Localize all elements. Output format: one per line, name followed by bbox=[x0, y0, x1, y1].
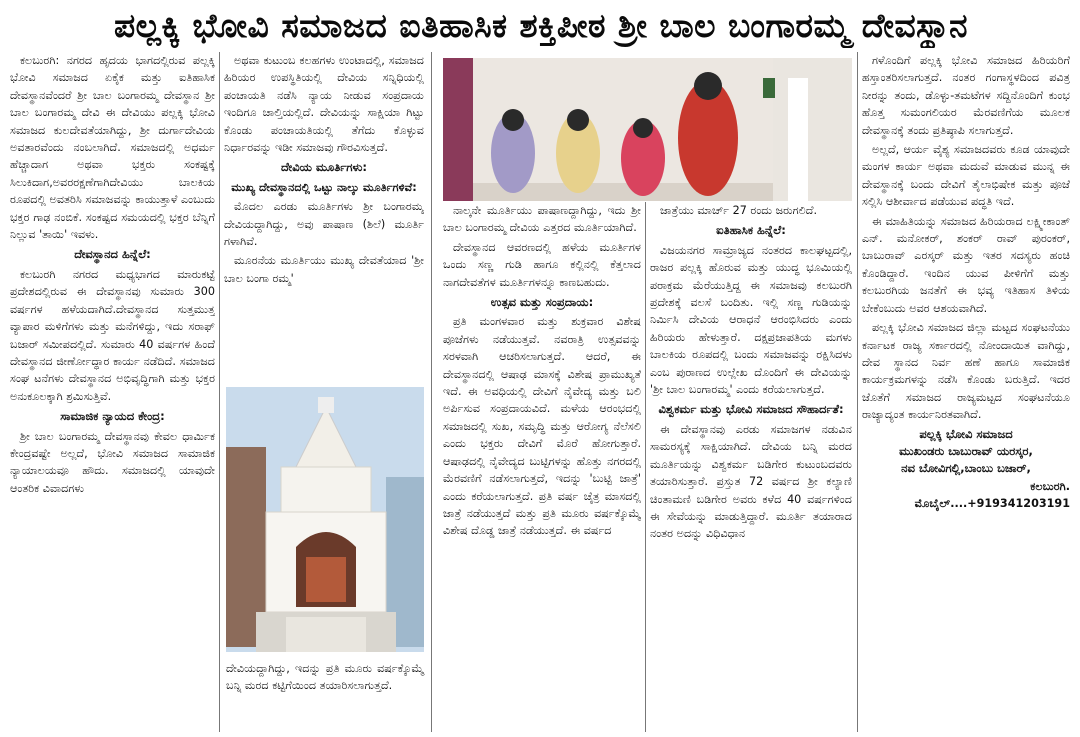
paragraph: ಈ ಮಾಹಿತಿಯನ್ನು ಸಮಾಜದ ಹಿರಿಯರಾದ ಲಕ್ಷ್ಮೀಕಾಂತ್ ಎನ್. ಮನೋಕರ್, ಶಂಕರ್ ರಾವ್ ಪುರಂಕರ್, ಬಾಬುರಾವ್ ಎರಸ್ಕರ್ ಮತ್ತು ಇತರ ಸದಸ್ಯರು ಹಂಚಿ ಕೊಂಡಿದ್ದಾರೆ. ಇಂದಿನ ಯುವ ಪೀಳಿಗೆಗೆ ಮತ್ತು ಕಲಬುರಗಿಯ ಜನತೆಗೆ ಈ ಭವ್ಯ ಇತಿಹಾಸ ತಿಳಿಯ ಬೇಕೆಂಬುದು ಅವರ ಆಶಯವಾಗಿದೆ. bbox=[862, 214, 1070, 315]
article-column-1 bbox=[10, 52, 215, 732]
section-heading: ಉತ್ಸವ ಮತ್ತು ಸಂಪ್ರದಾಯ: bbox=[490, 295, 594, 310]
paragraph: ಶ್ರೀ ಬಾಲ ಬಂಗಾರಮ್ಮ ದೇವಸ್ಥಾನವು ಕೇವಲ ಧಾರ್ಮಿಕ ಕೇಂದ್ರವಷ್ಟೇ ಅಲ್ಲದೆ, ಭೋವಿ ಸಮಾಜದ ಸಾಮಾಜಿಕ ನ್ಯಾಯಾಲಯವೂ ಹೌದು. ಸಮಾಜದಲ್ಲಿ ಯಾವುದೇ ಆಂತರಿಕ ವಿವಾದಗಳು bbox=[10, 429, 215, 495]
temple-illustration bbox=[226, 387, 424, 652]
paragraph: ದೇವಸ್ಥಾನದ ಆವರಣದಲ್ಲಿ ಹಳೆಯ ಮೂರ್ತಿಗಳ ಒಂದು ಸಣ್ಣ ಗುಡಿ ಹಾಗೂ ಕಲ್ಲಿನಲ್ಲಿ ಕೆತ್ತಲಾದ ನಾಗದೇವತೆಗಳ ಮೂರ್ತಿಗಳನ್ನೂ ಕಾಣಬಹುದು. bbox=[443, 240, 641, 289]
article-column-5 bbox=[862, 52, 1070, 732]
column-divider bbox=[431, 52, 432, 732]
paragraph: ಅಲ್ಲದೆ, ಆರ್ಯ ವೈಶ್ಯ ಸಮಾಜದವರು ಕೂಡ ಯಾವುದೇ ಮಂಗಳ ಕಾರ್ಯ ಅಥವಾ ಮದುವೆ ಮಾಡುವ ಮುನ್ನ ಈ ದೇವಸ್ಥಾನಕ್ಕೆ ಬಂದು ದೇವಿಗೆ ತೈಲಾಭಿಷೇಕ ಮತ್ತು ಪೂಜೆ ಸಲ್ಲಿಸಿ ಆಶೀರ್ವಾದ ಪಡೆಯುವ ಪದ್ಧತಿ ಇದೆ. bbox=[862, 143, 1070, 209]
paragraph: ಈ ದೇವಸ್ಥಾನವು ಎರಡು ಸಮಾಜಗಳ ನಡುವಿನ ಸಾಮರಸ್ಯಕ್ಕೆ ಸಾಕ್ಷಿಯಾಗಿದೆ. ದೇವಿಯ ಬನ್ನಿ ಮರದ ಮೂರ್ತಿಯನ್ನು ವಿಶ್ವಕರ್ಮ ಬಡಿಗೇರ ಕುಟುಂಬದವರು ತಯಾರಿಸುತ್ತಾರೆ. ಪ್ರಸ್ತುತ 72 ವರ್ಷದ ಶ್ರೀ ಕಲ್ಯಾಣಿ ಚಿಂತಾಮಣಿ ಬಡಿಗೇರ ಅವರು ಕಳೆದ 40 ವರ್ಷಗಳಿಂದ ಈ ಸೇವೆಯನ್ನು ಮಾಡುತ್ತಿದ್ದಾರೆ. ಮೂರ್ತಿ ತಯಾರಾದ ನಂತರ ಅದನ್ನು ವಿಧಿವಿಧಾನ bbox=[650, 422, 852, 541]
section-heading: ದೇವಿಯ ಮೂರ್ತಿಗಳು: bbox=[281, 160, 367, 175]
paragraph: ಜಾತ್ರೆಯು ಮಾರ್ಚ್ 27 ರಂದು ಜರುಗಲಿದೆ. bbox=[660, 204, 818, 217]
paragraph: ಪಲ್ಲಕ್ಕಿ ಭೋವಿ ಸಮಾಜದ ಜಿಲ್ಲಾ ಮಟ್ಟದ ಸಂಘಟನೆಯು ಕರ್ನಾಟಕ ರಾಜ್ಯ ಸರ್ಕಾರದಲ್ಲಿ ನೋಂದಾಯಿತ ವಾಗಿದ್ದು, ದೇವ ಸ್ಥಾನದ ನಿರ್ವ ಹಣೆ ಹಾಗೂ ಸಾಮಾಜಿಕ ಕಾರ್ಯಕ್ರಮಗಳನ್ನು ನಡೆಸಿ ಕೊಂಡು ಬರುತ್ತಿದೆ. ಇದರ ಜೊತೆಗೆ ಸಮಾಜದ ರಾಜ್ಯಮಟ್ಟದ ಸಂಘಟನೆಯೂ ರಾಜ್ಯಾದ್ಯಂತ ಕಾರ್ಯನಿರತವಾಗಿದೆ. bbox=[862, 321, 1070, 422]
page-title: ಪಲ್ಲಕ್ಕಿ ಭೋವಿ ಸಮಾಜದ ಐತಿಹಾಸಿಕ ಶಕ್ತಿಪೀಠ ಶ್ರೀ ಬಾಲ ಬಂಗಾರಮ್ಮ ದೇವಸ್ಥಾನ bbox=[114, 6, 968, 45]
paragraph: ನಾಲ್ಕನೇ ಮೂರ್ತಿಯು ಪಾಷಾಣದ್ದಾಗಿದ್ದು, ಇದು ಶ್ರೀ ಬಾಲ ಬಂಗಾರಮ್ಮ ದೇವಿಯ ಎತ್ತರದ ಮೂರ್ತಿಯಾಗಿದೆ. bbox=[443, 204, 641, 235]
author-signature: ಮುಖಂಡರು ಬಾಬುರಾವ್ ಯರಸ್ಕರ, bbox=[899, 443, 1033, 458]
section-heading: ಐತಿಹಾಸಿಕ ಹಿನ್ನೆಲೆ: bbox=[716, 223, 786, 238]
paragraph: ಕಲಬುರಗಿ ನಗರದ ಮಧ್ಯಭಾಗದ ಮಾರುಕಟ್ಟೆ ಪ್ರದೇಶದಲ್ಲಿರುವ ಈ ದೇವಸ್ಥಾನವು ಸುಮಾರು 300 ವರ್ಷಗಳ ಹಳೆಯದಾಗಿದೆ.ದೇವಸ್ಥಾನದ ಸುತ್ತಮುತ್ತ ವ್ಯಾಪಾರ ಮಳಿಗೆಗಳು ಮತ್ತು ಮನೆಗಳಿದ್ದು, ಇದು ಸರಾಫ್ ಬಜಾರ್ ಸಮೀಪದಲ್ಲಿದೆ. ಸುಮಾರು 40 ವರ್ಷಗಳ ಹಿಂದೆ ದೇವಸ್ಥಾನದ ಜೀರ್ಣೋದ್ಧಾರ ಕಾರ್ಯ ನಡೆದಿದೆ. ಸಮಾಜದ ಸಂಘ ಟನೆಗಳು ದೇವಸ್ಥಾನದ ಅಭಿವೃದ್ಧಿಗಾಗಿ ಮತ್ತು ಭಕ್ತರ ಅನುಕೂಲಕ್ಕಾಗಿ ಶ್ರಮಿಸುತ್ತಿವೆ. bbox=[10, 267, 215, 403]
article-column-2 bbox=[224, 52, 424, 382]
section-subheading: ಮುಖ್ಯ ದೇವಸ್ಥಾನದಲ್ಲಿ ಒಟ್ಟು ನಾಲ್ಕು ಮೂರ್ತಿಗಳಿವೆ: bbox=[231, 180, 417, 194]
paragraph: ಅಥವಾ ಕುಟುಂಬ ಕಲಹಗಳು ಉಂಟಾದಲ್ಲಿ, ಸಮಾಜದ ಹಿರಿಯರ ಉಪಸ್ಥಿತಿಯಲ್ಲಿ ದೇವಿಯ ಸನ್ನಿಧಿಯಲ್ಲಿ ಪಂಚಾಯತಿ ನಡೆಸಿ ನ್ಯಾಯ ನೀಡುವ ಸಂಪ್ರದಾಯ ಇಂದಿಗೂ ಚಾಲ್ತಿಯಲ್ಲಿದೆ. ದೇವಿಯನ್ನು ಸಾಕ್ಷಿಯಾ ಗಿಟ್ಟು ಕೊಂಡು ಪಂಚಾಯತಿಯಲ್ಲಿ ತೆಗೆದು ಕೊಳ್ಳುವ ನಿರ್ಧಾರವನ್ನು ಇಡೀ ಸಮಾಜವು ಗೌರವಿಸುತ್ತದೆ. bbox=[224, 54, 424, 155]
article-column-2-continued bbox=[226, 660, 424, 695]
column-divider bbox=[219, 52, 220, 732]
paragraph: ದೇವಿಯದ್ದಾಗಿದ್ದು, ಇದನ್ನು ಪ್ರತಿ ಮೂರು ವರ್ಷಕ್ಕೊಮ್ಮೆ ಬನ್ನಿ ಮರದ ಕಟ್ಟಿಗೆಯಿಂದ ತಯಾರಿಸಲಾಗುತ್ತದೆ. bbox=[226, 662, 424, 693]
section-heading: ದೇವಸ್ಥಾನದ ಹಿನ್ನೆಲೆ: bbox=[74, 247, 151, 262]
temple-photo bbox=[226, 387, 424, 652]
author-signature: ಪಲ್ಲಕ್ಕಿ ಭೋವಿ ಸಮಾಜದ bbox=[919, 426, 1013, 441]
article-column-3 bbox=[443, 202, 641, 732]
deity-idols-photo bbox=[443, 58, 852, 201]
author-address: ನವ ಬೋವಿಗಲ್ಲಿ,ಬಾಂಬು ಬಜಾರ್, bbox=[901, 461, 1031, 476]
deity-idols-illustration bbox=[443, 58, 852, 201]
column-divider bbox=[857, 52, 858, 732]
author-mobile: ಮೊಬೈಲ್....+919341203191 bbox=[914, 497, 1070, 511]
paragraph: ಮೊದಲ ಎರಡು ಮೂರ್ತಿಗಳು ಶ್ರೀ ಬಂಗಾರಮ್ಮ ದೇವಿಯದ್ದಾಗಿದ್ದು, ಅವು ಪಾಷಾಣ (ಶಿಲೆ) ಮೂರ್ತಿ ಗಳಾಗಿವೆ. bbox=[224, 200, 424, 249]
paragraph: ಪ್ರತಿ ಮಂಗಳವಾರ ಮತ್ತು ಶುಕ್ರವಾರ ವಿಶೇಷ ಪೂಜೆಗಳು ನಡೆಯುತ್ತವೆ. ನವರಾತ್ರಿ ಉತ್ಸವವನ್ನು ಸರಳವಾಗಿ ಆಚರಿಸಲಾಗುತ್ತದೆ. ಆದರೆ, ಈ ದೇವಸ್ಥಾನದಲ್ಲಿ ಆಷಾಢ ಮಾಸಕ್ಕೆ ವಿಶೇಷ ಪ್ರಾಮುಖ್ಯತೆ ಇದೆ. ಈ ಅವಧಿಯಲ್ಲಿ ದೇವಿಗೆ ನೈವೇದ್ಯ ಮತ್ತು ಬಲಿ ಅರ್ಪಿಸುವ ಸಂಪ್ರದಾಯವಿದೆ. ಮಳೆಯ ಆರಂಭದಲ್ಲಿ ಸಮಾಜದಲ್ಲಿ ಸುಖ, ಸಮೃದ್ಧಿ ಮತ್ತು ಆರೋಗ್ಯ ನೆಲೆಸಲಿ ಎಂದು ಭಕ್ತರು ದೇವಿಗೆ ಮೊರೆ ಹೋಗುತ್ತಾರೆ. ಆಷಾಢದಲ್ಲಿ ನೈವೇದ್ಯದ ಬುಟ್ಟಿಗಳನ್ನು ಹೊತ್ತು ನಗರದಲ್ಲಿ ಮೆರವಣಿಗೆ ನಡೆಸಲಾಗುತ್ತದೆ, ಇದನ್ನು 'ಬುಟ್ಟಿ ಜಾತ್ರೆ' ಎಂದು ಕರೆಯಲಾಗುತ್ತದೆ. ಪ್ರತಿ ವರ್ಷ ಚೈತ್ರ ಮಾಸದಲ್ಲಿ ಜಾತ್ರೆ ನಡೆಯುತ್ತದೆ ಮತ್ತು ಪ್ರತಿ ಮೂರು ವರ್ಷಕ್ಕೊಮ್ಮೆ ವಿಶೇಷ ದೊಡ್ಡ ಜಾತ್ರೆ ನಡೆಯುತ್ತದೆ. ಈ ವರ್ಷದ bbox=[443, 315, 641, 538]
paragraph: ವಿಜಯನಗರ ಸಾಮ್ರಾಜ್ಯದ ನಂತರದ ಕಾಲಘಟ್ಟದಲ್ಲಿ, ರಾಜರ ಪಲ್ಲಕ್ಕಿ ಹೊರುವ ಮತ್ತು ಯುದ್ಧ ಭೂಮಿಯಲ್ಲಿ ಪರಾಕ್ರಮ ಮೆರೆಯುತ್ತಿದ್ದ ಈ ಸಮಾಜವು ಕಲಬುರಗಿ ಪ್ರದೇಶಕ್ಕೆ ವಲಸೆ ಬಂದಿತು. ಇಲ್ಲಿ ಸಣ್ಣ ಗುಡಿಯನ್ನು ನಿರ್ಮಿಸಿ ದೇವಿಯ ಆರಾಧನೆ ಆರಂಭಿಸಿದರು ಎಂದು ಹಿರಿಯರು ಹೇಳುತ್ತಾರೆ. ದಕ್ಷಪ್ರಜಾಪತಿಯ ಮಗಳು ಬಾಲಕಿಯ ರೂಪದಲ್ಲಿ ಬಂದು ಸಮಾಜವನ್ನು ರಕ್ಷಿಸಿದಳು ಎಂಬ ಪುರಾಣದ ಉಲ್ಲೇಖ ದೊಂದಿಗೆ ಈ ದೇವಿಯನ್ನು 'ಶ್ರೀ ಬಾಲ ಬಂಗಾರಮ್ಮ' ಎಂದು ಕರೆಯಲಾಗುತ್ತದೆ. bbox=[650, 243, 852, 397]
column-divider bbox=[645, 202, 646, 732]
author-city: ಕಲಬುರಗಿ. bbox=[1030, 479, 1070, 493]
section-heading: ವಿಶ್ವಕರ್ಮ ಮತ್ತು ಭೋವಿ ಸಮಾಜದ ಸೌಹಾರ್ದತೆ: bbox=[658, 402, 844, 417]
article-column-4 bbox=[650, 202, 852, 732]
section-heading: ಸಾಮಾಜಿಕ ನ್ಯಾಯದ ಕೇಂದ್ರ: bbox=[60, 409, 165, 424]
paragraph: ಮೂರನೆಯ ಮೂರ್ತಿಯು ಮುಖ್ಯ ದೇವತೆಯಾದ 'ಶ್ರೀ ಬಾಲ ಬಂಗಾ ರಮ್ಮ' bbox=[224, 254, 424, 285]
paragraph: ಗಳೊಂದಿಗೆ ಪಲ್ಲಕ್ಕಿ ಭೋವಿ ಸಮಾಜದ ಹಿರಿಯರಿಗೆ ಹಸ್ತಾಂತರಿಸಲಾಗುತ್ತದೆ. ನಂತರ ಗಂಗಾಸ್ಥಳದಿಂದ ಪವಿತ್ರ ನೀರನ್ನು ತಂದು, ಡೊಳ್ಳು-ತಮಟೆಗಳ ಸದ್ದಿನೊಂದಿಗೆ ಕುಂಭ ಹೊತ್ತ ಸುಮಂಗಲಿಯರ ಮೆರವಣಿಗೆಯ ಮೂಲಕ ದೇವಸ್ಥಾನಕ್ಕೆ ತಂದು ಪ್ರತಿಷ್ಠಾಪಿ ಸಲಾಗುತ್ತದೆ. bbox=[862, 54, 1070, 137]
paragraph: ಕಲಬುರಗಿ: ನಗರದ ಹೃದಯ ಭಾಗದಲ್ಲಿರುವ ಪಲ್ಲಕ್ಕಿ ಭೋವಿ ಸಮಾಜದ ಏಕೈಕ ಮತ್ತು ಐತಿಹಾಸಿಕ ದೇವಸ್ಥಾನವೆಂದರೆ ಶ್ರೀ ಬಾಲ ಬಂಗಾರಮ್ಮ ದೇವಸ್ಥಾನ ಶ್ರೀ ಬಾಲ ಬಂಗಾರಮ್ಮ ದೇವಿ ಈ ದೇವಿಯು ಪಲ್ಲಕ್ಕಿ ಭೋವಿ ಸಮಾಜದ ಕುಲದೇವತೆಯಾಗಿದ್ದು, ಶ್ರೀ ದುರ್ಗಾದೇವಿಯ ಅವತಾರವೆಂದು ನಂಬಲಾಗಿದೆ. ಸಮಾಜದಲ್ಲಿ ಅಧರ್ಮ ಹೆಚ್ಚಾದಾಗ ಅಥವಾ ಭಕ್ತರು ಸಂಕಷ್ಟಕ್ಕೆ ಸಿಲುಕಿದಾಗ,ಅವರರಕ್ಷಣೆಗಾಗಿದೇವಿಯು ಬಾಲಕಿಯ ರೂಪದಲ್ಲಿ ಅವತರಿಸಿ ಸಮಾಜವನ್ನು ಕಾಯುತ್ತಾಳೆ ಎಂಬುದು ಭಕ್ತರ ಗಾಢ ನಂಬಿಕೆ. ಸಂಕಷ್ಟದ ಸಮಯದಲ್ಲಿ ಭಕ್ತರ ಬೆನ್ನಿಗೆ ನಿಲ್ಲುವ 'ತಾಯಿ' ಇವಳು. bbox=[10, 54, 215, 242]
